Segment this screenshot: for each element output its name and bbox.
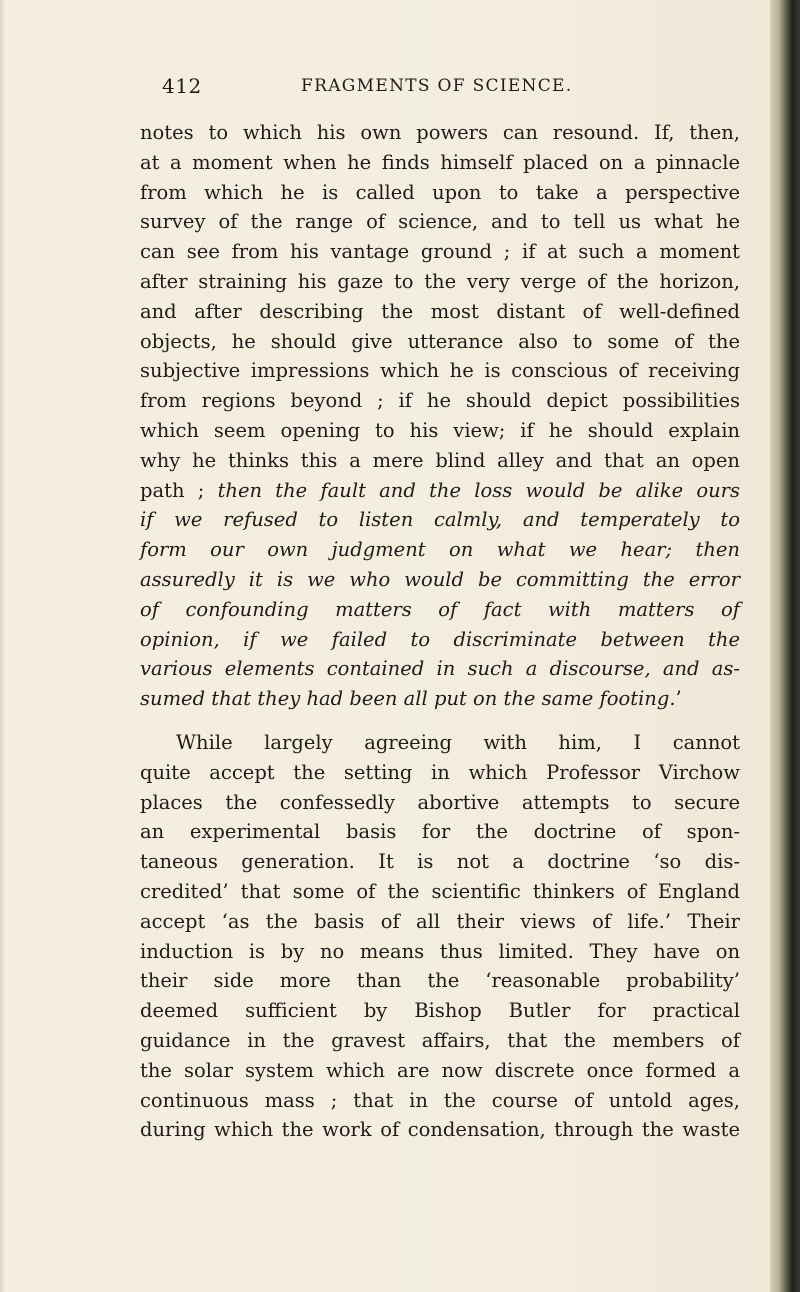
closing-quote: ’ [675,687,682,711]
paragraph-gap [140,714,740,728]
page-number: 412 [162,74,202,98]
text-line: notes to which his own powers can resound. If, then, [140,121,740,144]
text-line: continuous mass ; that in the course of untold ages, [140,1088,740,1112]
text-line: during which the work of condensation, through the waste [140,1118,740,1142]
paragraph-1 [140,118,740,714]
body-text [140,118,740,1145]
text-italic: sumed that they had been all put on the same footing. [140,687,676,711]
italic-line: opinion, if we failed to discriminate between the [140,627,740,651]
text-line: quite accept the setting in which Professor Virchow [140,760,740,784]
text-line: their side more than the ‘reasonable probability’ [140,969,740,993]
text-line: from which he is called upon to take a perspective [140,180,740,204]
text-line: taneous generation. It is not a doctrine ‘so dis- [140,850,740,874]
text-line: from regions beyond ; if he should depict possibilities [140,389,740,413]
text-line: and after describing the most distant of well-defined [140,299,740,323]
italic-line: of confounding matters of fact with matters of [140,597,740,621]
text-roman: path ; [140,478,205,502]
text-line: which seem opening to his view; if he should explain [140,418,740,442]
italic-line: form our own judgment on what we hear; then [140,538,740,562]
text-line-mixed [140,476,740,506]
book-spine-shadow [770,0,800,1292]
text-line: accept ‘as the basis of all their views of life.’ Their [140,909,740,933]
italic-line: if we refused to listen calmly, and temperately to [140,508,740,532]
text-line: places the confessedly abortive attempts to secure [140,790,740,814]
text-line: an experimental basis for the doctrine of spon- [140,820,740,844]
text-italic: then the fault and the loss would be alike ours [217,478,740,502]
text-line: why he thinks this a mere blind alley and that an open [140,448,740,472]
text-line: at a moment when he finds himself placed on a pinnacle [140,150,740,174]
text-line: after straining his gaze to the very verge of the horizon, [140,269,740,293]
text-line: While largely agreeing with him, I cannot [176,730,740,754]
page-edge-shadow [0,0,6,1292]
text-line: induction is by no means thus limited. They have on [140,939,740,963]
running-title: FRAGMENTS OF SCIENCE. [301,76,573,96]
text-line: objects, he should give utterance also to some of the [140,329,740,353]
page-header [0,74,800,104]
text-line: subjective impressions which he is conscious of receiving [140,359,740,383]
italic-line-last [140,684,740,714]
paragraph-2 [140,728,740,1145]
text-line: survey of the range of science, and to tell us what he [140,210,740,234]
text-line: guidance in the gravest affairs, that the members of [140,1028,740,1052]
text-line: deemed sufficient by Bishop Butler for practical [140,999,740,1023]
italic-line: various elements contained in such a discourse, and as- [140,657,740,681]
text-line: can see from his vantage ground ; if at such a moment [140,240,740,264]
text-line: the solar system which are now discrete once formed a [140,1058,740,1082]
italic-line: assuredly it is we who would be committing the error [140,567,740,591]
text-line: credited’ that some of the scientific thinkers of England [140,879,740,903]
